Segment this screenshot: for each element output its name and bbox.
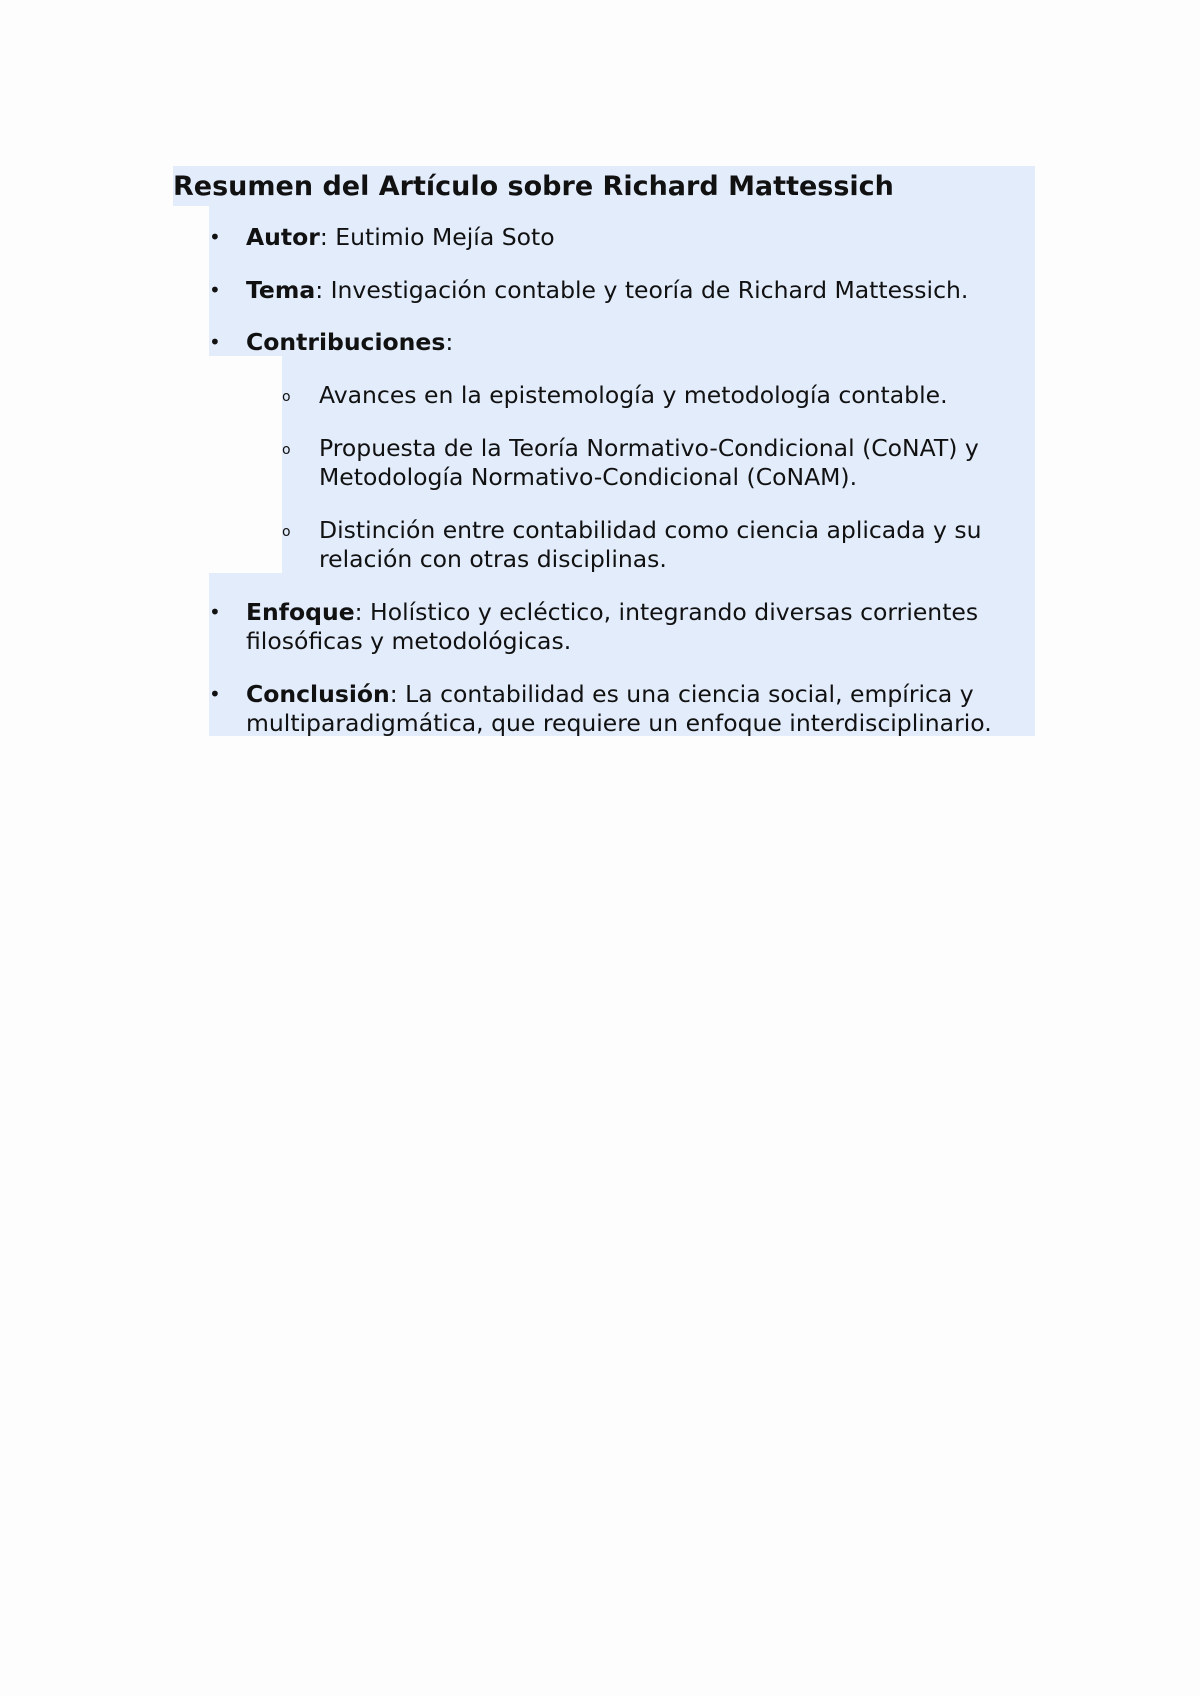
list-item-autor bbox=[246, 223, 555, 252]
item-text: : La contabilidad es una ciencia social, empírica y bbox=[389, 680, 974, 708]
list-item-enfoque-cont: filosóficas y metodológicas. bbox=[246, 627, 572, 655]
item-text: : Investigación contable y teoría de Richard Mattessich. bbox=[315, 276, 969, 304]
sub-bullet-icon: o bbox=[282, 389, 291, 405]
sub-bullet-icon: o bbox=[282, 524, 291, 540]
page-title: Resumen del Artículo sobre Richard Mattessich bbox=[173, 171, 894, 202]
bullet-icon: • bbox=[209, 278, 221, 302]
sub-list-item-cont: relación con otras disciplinas. bbox=[319, 545, 667, 573]
item-label: Enfoque bbox=[246, 598, 355, 626]
item-label: Contribuciones bbox=[246, 328, 446, 356]
item-text: : Holístico y ecléctico, integrando diversas corrientes bbox=[354, 598, 979, 626]
bullet-icon: • bbox=[209, 600, 221, 624]
item-text: : bbox=[445, 328, 454, 356]
sub-list-item-cont: Metodología Normativo-Condicional (CoNAM). bbox=[319, 463, 858, 491]
list-item-conclusion bbox=[246, 680, 974, 709]
list-item-contribuciones bbox=[246, 328, 453, 357]
bullet-icon: • bbox=[209, 330, 221, 354]
sub-bullet-icon: o bbox=[282, 442, 291, 458]
item-label: Autor bbox=[246, 223, 320, 251]
sub-list-item: Propuesta de la Teoría Normativo-Condicional (CoNAT) y bbox=[319, 434, 979, 462]
sub-list-item: Distinción entre contabilidad como ciencia aplicada y su bbox=[319, 516, 982, 544]
list-item-enfoque bbox=[246, 598, 978, 627]
item-label: Conclusión bbox=[246, 680, 390, 708]
bullet-icon: • bbox=[209, 682, 221, 706]
bullet-icon: • bbox=[209, 225, 221, 249]
sub-list-item: Avances en la epistemología y metodología contable. bbox=[319, 381, 948, 409]
item-text: : Eutimio Mejía Soto bbox=[319, 223, 555, 251]
item-label: Tema bbox=[246, 276, 316, 304]
list-item-conclusion-cont: multiparadigmática, que requiere un enfoque interdisciplinario. bbox=[246, 709, 992, 737]
list-item-tema bbox=[246, 276, 968, 305]
